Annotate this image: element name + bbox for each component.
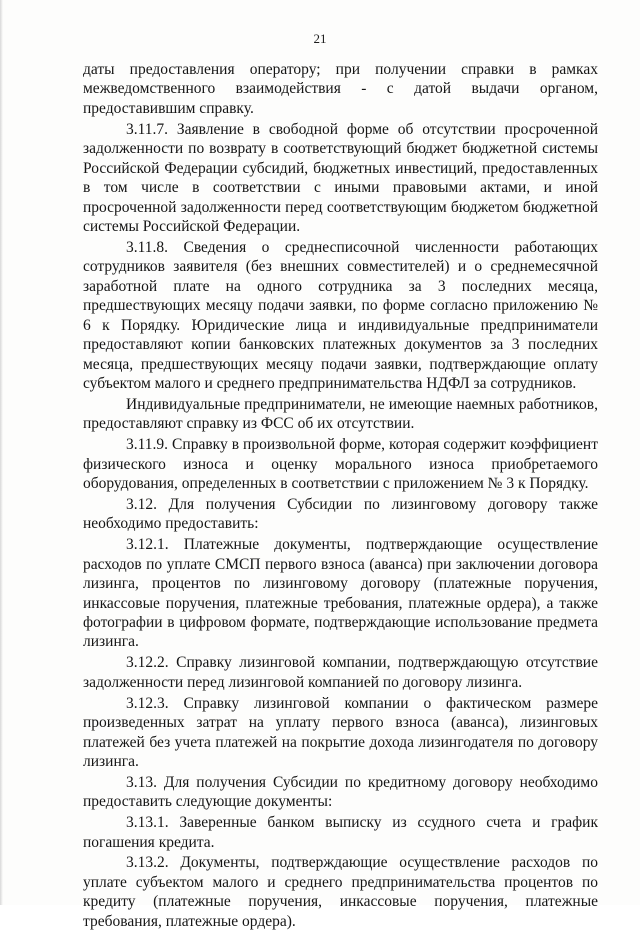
paragraph-3-13-1: 3.13.1. Заверенные банком выписку из ссудного счета и график погашения кредита. [83,814,598,851]
paragraph-3-12-3: 3.12.3. Справку лизинговой компании о фактическом размере произведенных затрат на уплату первого взноса (аванса), лизинговых платежей без учета платежей на покрытие дохода лизингодателя по договору лизинга. [83,694,598,770]
document-body [83,60,598,931]
paragraph-3-11-8: 3.11.8. Сведения о среднесписочной численности работающих сотрудников заявителя (без внешних совместителей) и о среднемесячной заработной плате на одного сотрудника за 3 последних месяца, предшествующих месяцу подачи заявки, по форме согласно приложению № 6 к Порядку. Юридические лица и индивидуальные предприниматели предоставляют копии банковских платежных документов за 3 последних месяца, предшествующих месяцу подачи заявки, подтверждающие оплату субъектом малого и среднего предпринимательства НДФЛ за сотрудников. [83,238,598,393]
paragraph-3-11-9: 3.11.9. Справку в произвольной форме, которая содержит коэффициент физического износа и оценку морального износа приобретаемого оборудования, определенных в соответствии с приложением № 3 к Порядку. [83,436,598,493]
paragraph-3-12-1: 3.12.1. Платежные документы, подтверждающие осуществление расходов по уплате СМСП первого взноса (аванса) при заключении договора лизинга, процентов по лизинговому договору (платежные поручения, инкассовые поручения, платежные требования, платежные ордера), а также фотографии в цифровом формате, подтверждающие использование предмета лизинга. [83,536,598,651]
paragraph-3-13: 3.13. Для получения Субсидии по кредитному договору необходимо предоставить следующие документы: [83,773,598,811]
paragraph-3-12-2: 3.12.2. Справку лизинговой компании, подтверждающую отсутствие задолженности перед лизинговой компанией по договору лизинга. [83,654,598,691]
paragraph-3-12: 3.12. Для получения Субсидии по лизинговому договору также необходимо предоставить: [83,495,598,533]
page-edge-shadow [0,0,3,905]
paragraph-continuation: даты предоставления оператору; при получении справки в рамках межведомственного взаимодействия - с датой выдачи органом, предоставившим справку. [83,61,598,117]
page-number: 21 [313,31,327,46]
paragraph-3-11-7: 3.11.7. Заявление в свободной форме об отсутствии просроченной задолженности по возврату в соответствующий бюджет бюджетной системы Российской Федерации субсидий, бюджетных инвестиций, предоставленных в том числе в соответствии с иными правовыми актами, и иной просроченной задолженности перед соответствующим бюджетом бюджетной системы Российской Федерации. [83,120,598,236]
paragraph-individual-entrepreneurs: Индивидуальные предприниматели, не имеющие наемных работников, предоставляют справку из ФСС об их отсутствии. [83,395,598,433]
paragraph-3-13-2: 3.13.2. Документы, подтверждающие осуществление расходов по уплате субъектом малого и среднего предпринимательства процентов по кредиту (платежные поручения, инкассовые поручения, платежные требования, платежные ордера). [83,854,598,930]
